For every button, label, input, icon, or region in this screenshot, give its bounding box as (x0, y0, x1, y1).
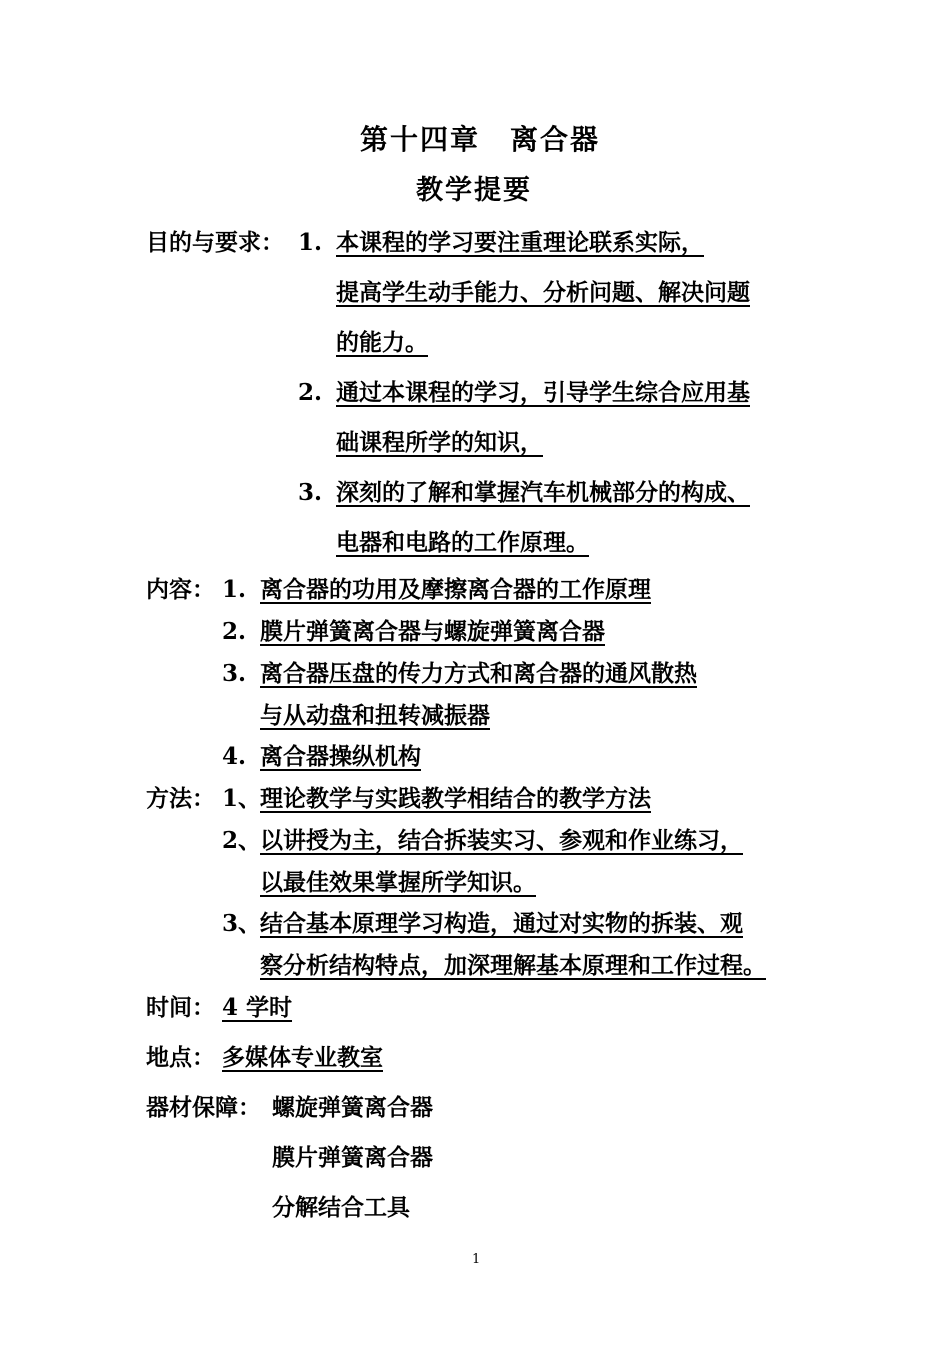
content-2-line-1: 膜片弹簧离合器与螺旋弹簧离合器 (260, 618, 605, 645)
method-1-number: 1、 (222, 785, 262, 812)
objective-2-number: 2. (298, 379, 323, 406)
equipment-label: 器材保障： (146, 1094, 261, 1121)
content-4-number: 4. (222, 743, 247, 770)
content-1-number: 1. (222, 576, 247, 603)
chapter-title: 第十四章 离合器 (360, 123, 601, 156)
content-3-number: 3. (222, 660, 247, 687)
location-label: 地点： (146, 1044, 215, 1071)
content-label: 内容： (146, 576, 215, 603)
content-3-line-1: 离合器压盘的传力方式和离合器的通风散热 (260, 660, 697, 687)
objective-2-line-2: 础课程所学的知识， (336, 429, 543, 456)
content-1-line-1: 离合器的功用及摩擦离合器的工作原理 (260, 576, 651, 603)
objective-1-number: 1. (298, 229, 323, 256)
method-2-number: 2、 (222, 827, 262, 854)
method-2-line-2: 以最佳效果掌握所学知识。 (260, 869, 536, 896)
objective-1-line-1: 本课程的学习要注重理论联系实际， (336, 229, 704, 256)
content-3-line-2: 与从动盘和扭转减振器 (260, 702, 490, 729)
content-4-line-1: 离合器操纵机构 (260, 743, 421, 770)
equipment-item-3: 分解结合工具 (272, 1194, 410, 1221)
method-3-number: 3、 (222, 910, 262, 937)
method-2-line-1: 以讲授为主，结合拆装实习、参观和作业练习， (260, 827, 743, 854)
objective-3-line-2: 电器和电路的工作原理。 (336, 529, 589, 556)
equipment-item-2: 膜片弹簧离合器 (272, 1144, 433, 1171)
equipment-item-1: 螺旋弹簧离合器 (272, 1094, 433, 1121)
objectives-label: 目的与要求： (146, 229, 284, 256)
content-2-number: 2. (222, 618, 247, 645)
method-1-line-1: 理论教学与实践教学相结合的教学方法 (260, 785, 651, 812)
location-value: 多媒体专业教室 (222, 1044, 383, 1071)
time-label: 时间： (146, 994, 215, 1021)
methods-label: 方法： (146, 785, 215, 812)
method-3-line-2: 察分析结构特点，加深理解基本原理和工作过程。 (260, 952, 766, 979)
objective-1-line-2: 提高学生动手能力、分析问题、解决问题 (336, 279, 750, 306)
page-number: 1 (472, 1252, 481, 1267)
objective-2-line-1: 通过本课程的学习，引导学生综合应用基 (336, 379, 750, 406)
method-3-line-1: 结合基本原理学习构造，通过对实物的拆装、观 (260, 910, 743, 937)
time-value: 4 学时 (222, 994, 293, 1021)
section-heading: 教学提要 (416, 175, 532, 206)
objective-3-number: 3. (298, 479, 323, 506)
objective-1-line-3: 的能力。 (336, 329, 428, 356)
objective-3-line-1: 深刻的了解和掌握汽车机械部分的构成、 (336, 479, 750, 506)
